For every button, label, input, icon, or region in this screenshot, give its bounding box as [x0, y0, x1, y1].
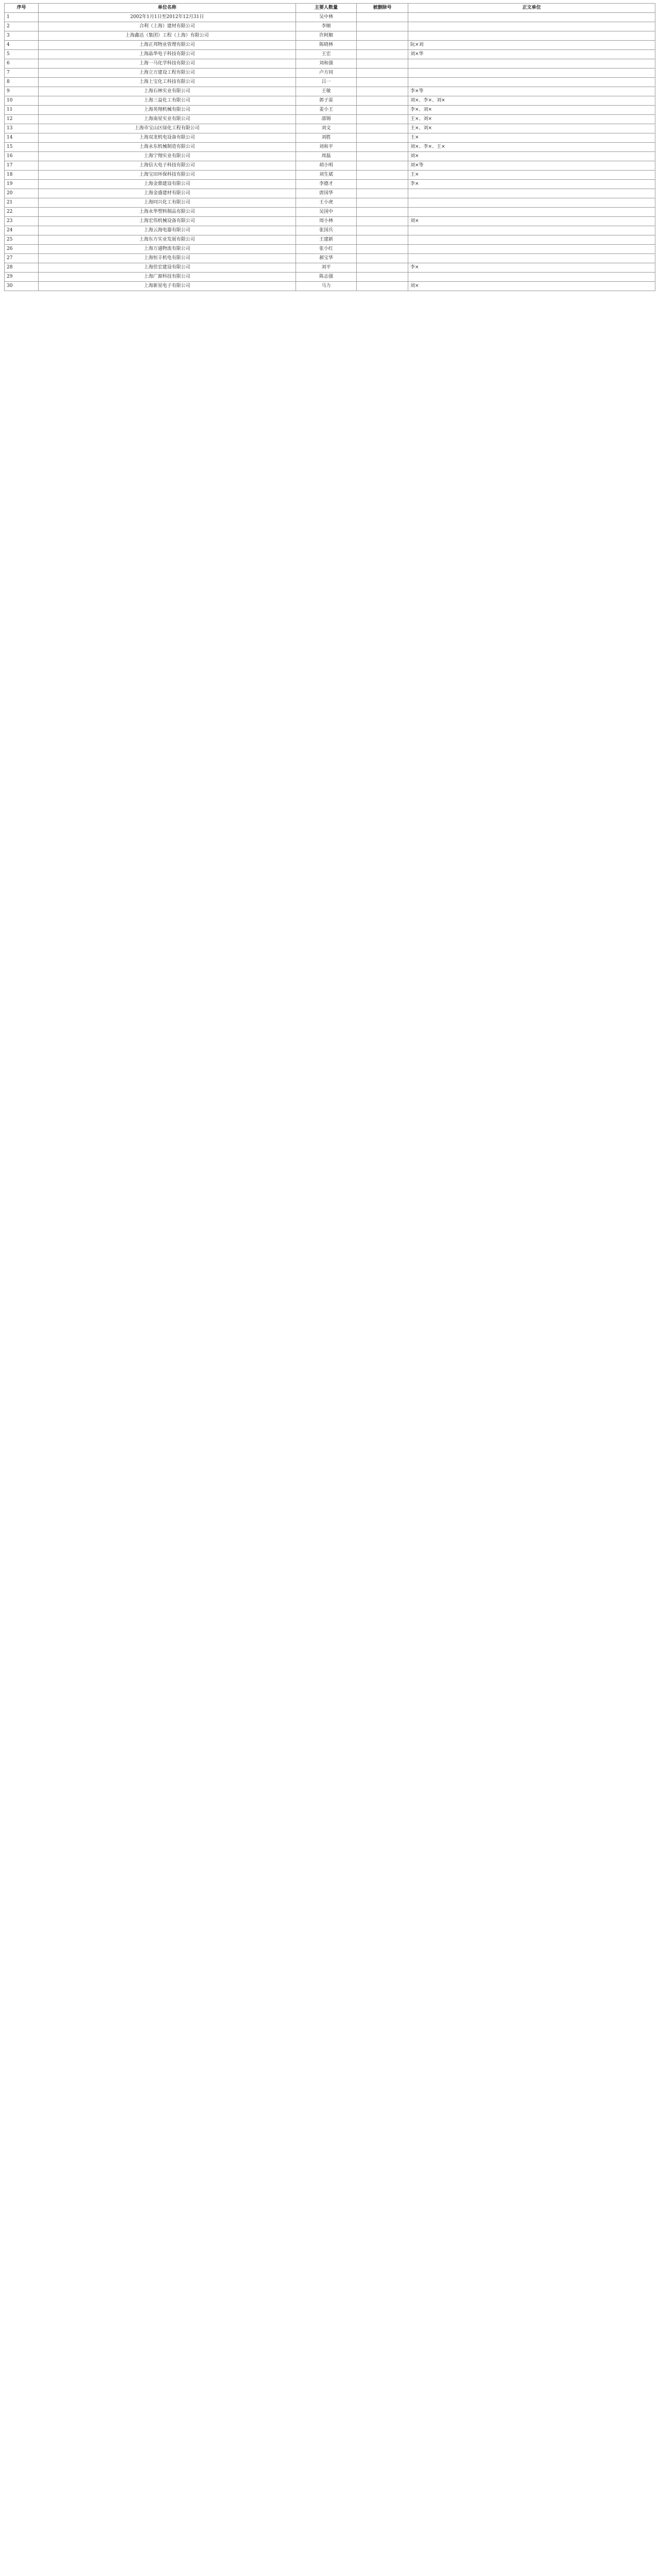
cell-deleted	[357, 152, 408, 161]
cell-deleted	[357, 143, 408, 152]
cell-company: 上海恒丰机电有限公司	[39, 254, 296, 263]
cell-main-count: 马力	[296, 282, 357, 291]
cell-unit: 刘×等	[408, 161, 655, 171]
cell-unit: 李×	[408, 263, 655, 273]
table-row	[5, 124, 655, 133]
table-row	[5, 133, 655, 143]
header-main-count: 主要人数量	[296, 4, 357, 13]
cell-deleted	[357, 69, 408, 78]
cell-deleted	[357, 254, 408, 263]
cell-index: 17	[5, 161, 39, 171]
table-row	[5, 96, 655, 106]
cell-unit	[408, 254, 655, 263]
cell-unit	[408, 235, 655, 245]
cell-main-count: 张国兵	[296, 226, 357, 235]
cell-company: 上海正邦物业管理有限公司	[39, 41, 296, 50]
table-row	[5, 106, 655, 115]
cell-deleted	[357, 226, 408, 235]
cell-main-count: 胡小明	[296, 161, 357, 171]
table-row	[5, 152, 655, 161]
cell-unit: 刘×华	[408, 50, 655, 59]
cell-unit	[408, 273, 655, 282]
cell-index: 18	[5, 171, 39, 180]
table-row	[5, 69, 655, 78]
cell-deleted	[357, 235, 408, 245]
cell-company: 上海宁翔实业有限公司	[39, 152, 296, 161]
cell-index: 30	[5, 282, 39, 291]
cell-unit	[408, 69, 655, 78]
cell-deleted	[357, 180, 408, 189]
cell-unit: 刘×、李×、王×	[408, 143, 655, 152]
cell-index: 21	[5, 198, 39, 208]
cell-company: 上海佳宏建设有限公司	[39, 263, 296, 273]
cell-unit	[408, 208, 655, 217]
cell-company: 上海云海电器有限公司	[39, 226, 296, 235]
cell-company: 上海一马化学科技有限公司	[39, 59, 296, 69]
cell-main-count: 周小林	[296, 217, 357, 226]
cell-main-count: 刘和强	[296, 59, 357, 69]
cell-main-count: 刘胜	[296, 133, 357, 143]
cell-company: 上海永东机械制造有限公司	[39, 143, 296, 152]
cell-company: 上海广源科技有限公司	[39, 273, 296, 282]
cell-deleted	[357, 217, 408, 226]
company-table	[4, 3, 655, 291]
cell-main-count: 邵锡	[296, 115, 357, 124]
table-row	[5, 208, 655, 217]
cell-index: 29	[5, 273, 39, 282]
cell-unit	[408, 59, 655, 69]
header-deleted: 被删除号	[357, 4, 408, 13]
cell-company: 上海市宝山区绿化工程有限公司	[39, 124, 296, 133]
header-index: 序号	[5, 4, 39, 13]
header-row	[5, 4, 655, 13]
cell-main-count: 王敏	[296, 87, 357, 96]
cell-index: 20	[5, 189, 39, 198]
cell-unit	[408, 245, 655, 254]
cell-deleted	[357, 50, 408, 59]
cell-deleted	[357, 78, 408, 87]
cell-deleted	[357, 106, 408, 115]
table-body	[5, 13, 655, 291]
cell-index: 8	[5, 78, 39, 87]
table-row	[5, 217, 655, 226]
cell-main-count: 郝宝华	[296, 254, 357, 263]
table-row	[5, 263, 655, 273]
cell-unit: 王×、刘×	[408, 115, 655, 124]
cell-company: 上海宏伟机械设备有限公司	[39, 217, 296, 226]
cell-main-count: 王建新	[296, 235, 357, 245]
cell-index: 5	[5, 50, 39, 59]
table-row	[5, 41, 655, 50]
cell-index: 4	[5, 41, 39, 50]
cell-deleted	[357, 171, 408, 180]
cell-index: 6	[5, 59, 39, 69]
table-row	[5, 87, 655, 96]
cell-main-count: 吴中林	[296, 13, 357, 22]
cell-index: 27	[5, 254, 39, 263]
table-row	[5, 180, 655, 189]
cell-unit: 王×	[408, 171, 655, 180]
cell-unit	[408, 189, 655, 198]
cell-deleted	[357, 87, 408, 96]
cell-index: 16	[5, 152, 39, 161]
cell-index: 23	[5, 217, 39, 226]
page	[0, 0, 659, 291]
cell-company: 上海宝田环保科技有限公司	[39, 171, 296, 180]
cell-deleted	[357, 13, 408, 22]
cell-company: 2002年1月1日至2012年12月31日	[39, 13, 296, 22]
cell-company: 上海双龙机电设备有限公司	[39, 133, 296, 143]
table-row	[5, 245, 655, 254]
header-company: 单位名称	[39, 4, 296, 13]
cell-company: 上海石林实业有限公司	[39, 87, 296, 96]
cell-company: 上海晶华电子科技有限公司	[39, 50, 296, 59]
cell-main-count: 郭子雷	[296, 96, 357, 106]
table-row	[5, 282, 655, 291]
cell-unit: 李×等	[408, 87, 655, 96]
cell-unit: 刘×	[408, 282, 655, 291]
cell-unit: 刘×	[408, 152, 655, 161]
cell-deleted	[357, 208, 408, 217]
table-row	[5, 31, 655, 41]
cell-main-count: 李德才	[296, 180, 357, 189]
table-row	[5, 115, 655, 124]
cell-unit: 阮×刘	[408, 41, 655, 50]
cell-company: 上海信大电子科技有限公司	[39, 161, 296, 171]
cell-company: 上海万通物流有限公司	[39, 245, 296, 254]
cell-main-count: 卢方同	[296, 69, 357, 78]
cell-company: 上海东方实业发展有限公司	[39, 235, 296, 245]
cell-company: 上海英翔机械有限公司	[39, 106, 296, 115]
table-row	[5, 254, 655, 263]
cell-main-count: 周磊	[296, 152, 357, 161]
cell-index: 2	[5, 22, 39, 31]
cell-company: 上海三益化工有限公司	[39, 96, 296, 106]
cell-index: 1	[5, 13, 39, 22]
header-unit: 正文单位	[408, 4, 655, 13]
cell-company: 上海新星电子有限公司	[39, 282, 296, 291]
cell-company: 上海同兴化工有限公司	[39, 198, 296, 208]
cell-deleted	[357, 41, 408, 50]
cell-index: 15	[5, 143, 39, 152]
cell-index: 10	[5, 96, 39, 106]
table-row	[5, 171, 655, 180]
cell-index: 28	[5, 263, 39, 273]
cell-deleted	[357, 96, 408, 106]
cell-unit	[408, 226, 655, 235]
table-row	[5, 198, 655, 208]
cell-index: 3	[5, 31, 39, 41]
cell-unit: 王×	[408, 133, 655, 143]
cell-main-count: 刘和平	[296, 143, 357, 152]
cell-unit	[408, 13, 655, 22]
cell-index: 14	[5, 133, 39, 143]
cell-deleted	[357, 31, 408, 41]
cell-main-count: 王宏	[296, 50, 357, 59]
cell-deleted	[357, 198, 408, 208]
cell-main-count: 张小红	[296, 245, 357, 254]
table-row	[5, 59, 655, 69]
cell-main-count: 吴国中	[296, 208, 357, 217]
cell-main-count: 李顺	[296, 22, 357, 31]
cell-deleted	[357, 59, 408, 69]
cell-unit: 李×	[408, 180, 655, 189]
cell-index: 12	[5, 115, 39, 124]
cell-unit	[408, 198, 655, 208]
cell-company: 上海金鼎建设有限公司	[39, 180, 296, 189]
table-row	[5, 50, 655, 59]
cell-index: 26	[5, 245, 39, 254]
cell-company: 上海永华塑料制品有限公司	[39, 208, 296, 217]
table-row	[5, 273, 655, 282]
cell-unit	[408, 31, 655, 41]
cell-deleted	[357, 124, 408, 133]
cell-main-count: 姜小王	[296, 106, 357, 115]
table-row	[5, 189, 655, 198]
cell-deleted	[357, 161, 408, 171]
cell-main-count: 刘平	[296, 263, 357, 273]
table-row	[5, 161, 655, 171]
cell-index: 9	[5, 87, 39, 96]
cell-deleted	[357, 22, 408, 31]
table-row	[5, 22, 655, 31]
cell-main-count: 陈晓林	[296, 41, 357, 50]
cell-unit: 李×、刘×	[408, 106, 655, 115]
cell-index: 22	[5, 208, 39, 217]
table-row	[5, 78, 655, 87]
cell-deleted	[357, 282, 408, 291]
cell-main-count: 唐国华	[296, 189, 357, 198]
cell-index: 24	[5, 226, 39, 235]
cell-deleted	[357, 189, 408, 198]
cell-index: 19	[5, 180, 39, 189]
cell-main-count: 许阿顺	[296, 31, 357, 41]
cell-main-count: 吕一	[296, 78, 357, 87]
cell-main-count: 刘文	[296, 124, 357, 133]
cell-index: 11	[5, 106, 39, 115]
cell-company: 上海上宝化工科技有限公司	[39, 78, 296, 87]
cell-deleted	[357, 245, 408, 254]
cell-company: 上海南星实业有限公司	[39, 115, 296, 124]
table-row	[5, 235, 655, 245]
table-row	[5, 143, 655, 152]
cell-company: 上海鑫达（集团）工程（上海）有限公司	[39, 31, 296, 41]
cell-company: 上海金盛建材有限公司	[39, 189, 296, 198]
table-row	[5, 13, 655, 22]
cell-index: 7	[5, 69, 39, 78]
cell-company: 上海立万建设工程有限公司	[39, 69, 296, 78]
cell-unit	[408, 22, 655, 31]
cell-unit: 王×、刘×	[408, 124, 655, 133]
cell-index: 25	[5, 235, 39, 245]
cell-index: 13	[5, 124, 39, 133]
cell-main-count: 王小虎	[296, 198, 357, 208]
cell-main-count: 陈志强	[296, 273, 357, 282]
cell-company: 合利（上海）建材有限公司	[39, 22, 296, 31]
cell-deleted	[357, 115, 408, 124]
cell-unit	[408, 78, 655, 87]
cell-deleted	[357, 263, 408, 273]
cell-unit: 刘×、李×、刘×	[408, 96, 655, 106]
cell-main-count: 刘生斌	[296, 171, 357, 180]
cell-deleted	[357, 273, 408, 282]
table-row	[5, 226, 655, 235]
cell-deleted	[357, 133, 408, 143]
cell-unit: 刘×	[408, 217, 655, 226]
